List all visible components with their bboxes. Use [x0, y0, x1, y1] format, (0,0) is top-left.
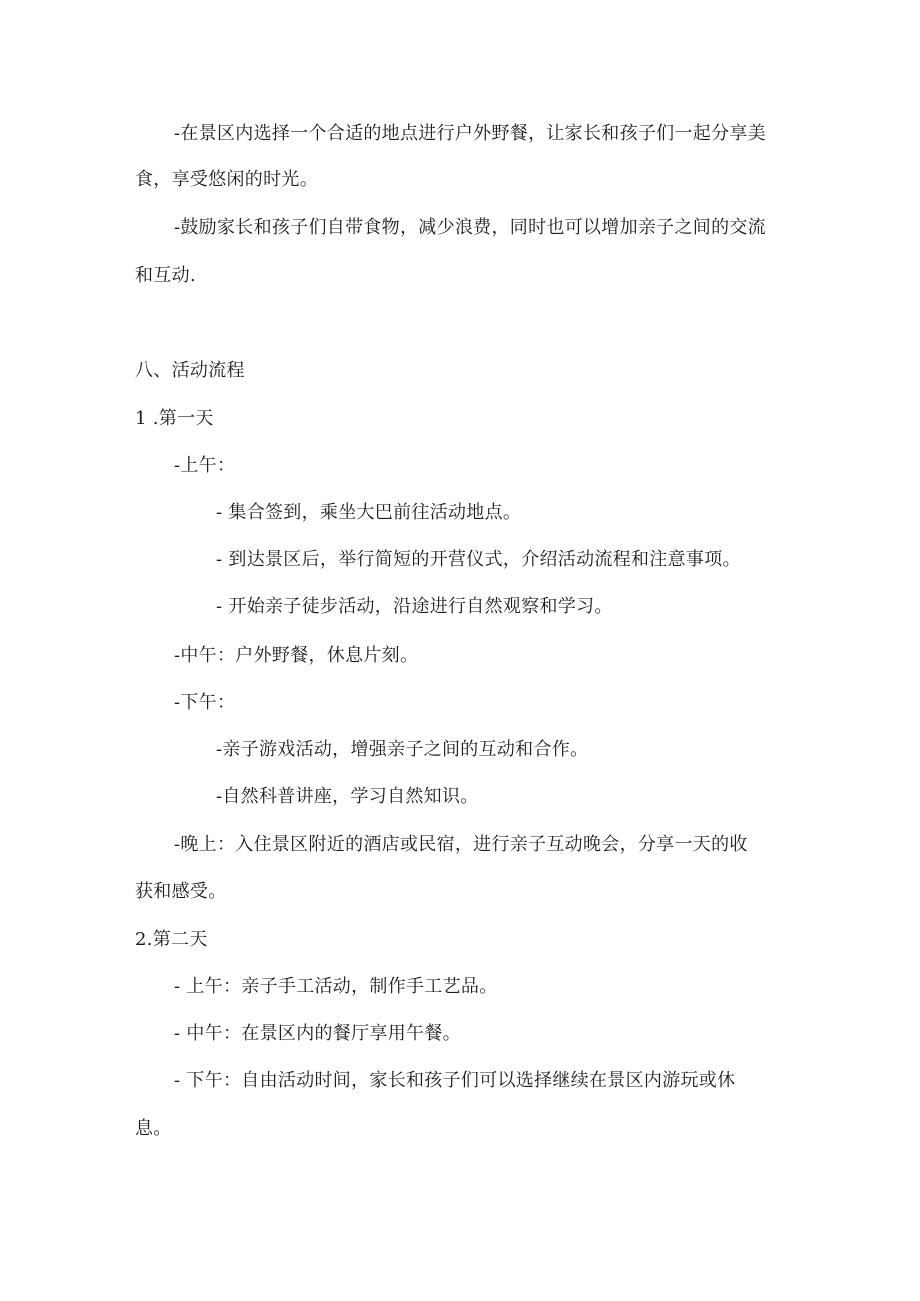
paragraph-picnic-1-line-1: -在景区内选择一个合适的地点进行户外野餐，让家长和孩子们一起分享美: [174, 123, 766, 144]
day2-heading: 2.第二天: [135, 929, 208, 950]
day2-noon: - 中午：在景区内的餐厅享用午餐。: [174, 1023, 461, 1044]
day1-morning-item-3: - 开始亲子徒步活动，沿途进行自然观察和学习。: [216, 596, 613, 617]
paragraph-picnic-2-line-1: -鼓励家长和孩子们自带食物，减少浪费，同时也可以增加亲子之间的交流: [174, 217, 766, 238]
day1-noon: -中午：户外野餐，休息片刻。: [174, 645, 419, 666]
day2-morning: - 上午：亲子手工活动，制作手工艺品。: [174, 976, 498, 997]
day1-evening-line-1: -晚上：入住景区附近的酒店或民宿，进行亲子互动晚会，分享一天的收: [174, 834, 748, 855]
day1-afternoon-item-2: -自然科普讲座，学习自然知识。: [216, 786, 479, 807]
day1-evening-line-2: 获和感受。: [135, 881, 227, 902]
day1-morning-item-2: - 到达景区后，举行简短的开营仪式，介绍活动流程和注意事项。: [216, 549, 741, 570]
paragraph-picnic-1-line-2: 食，享受悠闲的时光。: [135, 169, 318, 190]
day1-afternoon-item-1: -亲子游戏活动，增强亲子之间的互动和合作。: [216, 739, 589, 760]
day1-heading: 1 .第一天: [135, 408, 214, 429]
day2-afternoon-line-1: - 下午：自由活动时间，家长和孩子们可以选择继续在景区内游玩或休: [174, 1070, 736, 1091]
day1-morning-label: -上午：: [174, 455, 236, 476]
day1-morning-item-1: - 集合签到，乘坐大巴前往活动地点。: [216, 502, 522, 523]
paragraph-picnic-2-line-2: 和互动.: [135, 265, 196, 286]
day2-afternoon-line-2: 息。: [135, 1118, 172, 1139]
day1-afternoon-label: -下午：: [174, 692, 236, 713]
section-heading: 八、活动流程: [135, 360, 245, 381]
